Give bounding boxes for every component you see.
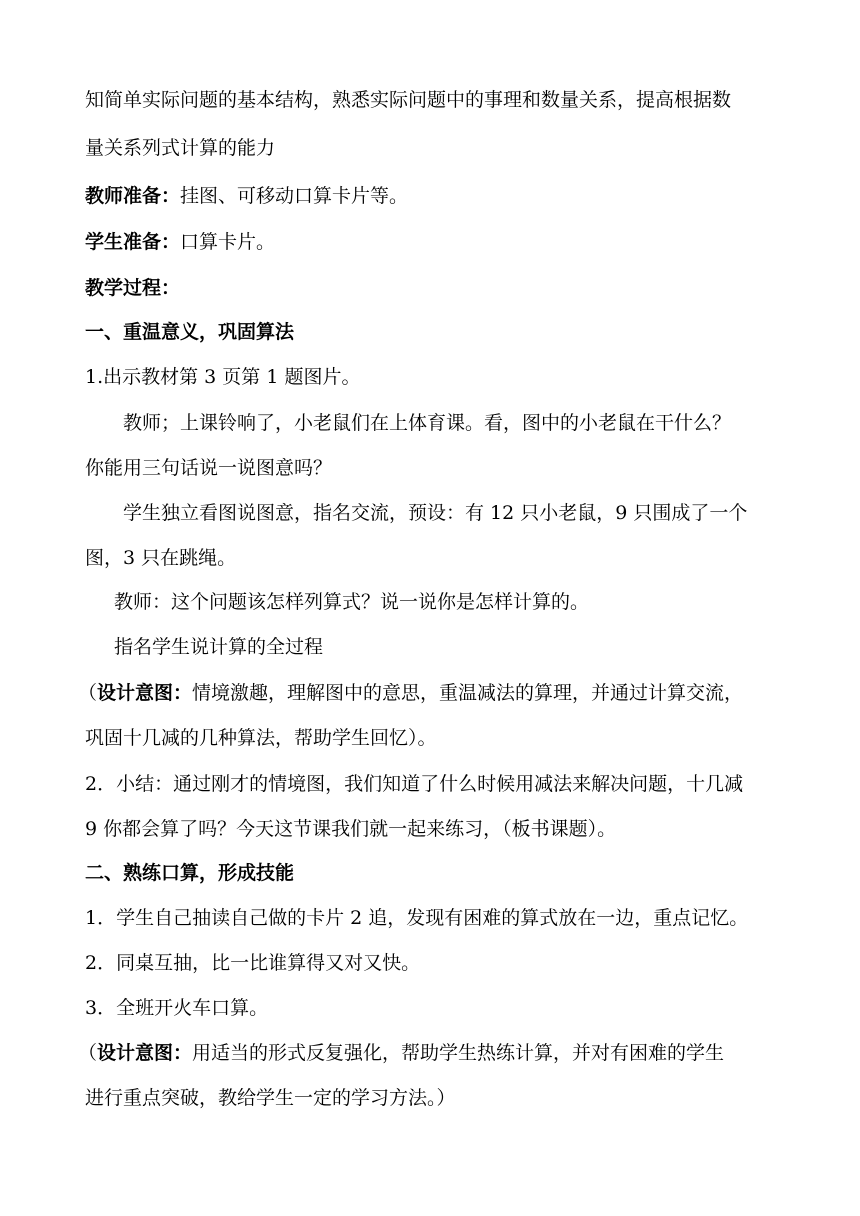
section-2-item-3: 3．全班开火车口算。: [85, 997, 269, 1019]
section-2-item-1: 1．学生自己抽读自己做的卡片 2 追，发现有困难的算式放在一边，重点记忆。: [85, 907, 749, 929]
design-intent-2-text: 用适当的形式反复强化，帮助学生热练计算，并对有困难的学生: [192, 1042, 725, 1064]
section-2-title: 二、熟练口算，形成技能: [85, 862, 295, 884]
teacher-question-line-2: 你能用三句话说一说图意吗？: [85, 457, 333, 479]
section-1-item-1: 1.出示教材第 3 页第 1 题图片。: [85, 366, 361, 388]
student-prep-text: 口算卡片。: [180, 231, 276, 253]
student-explain: 指名学生说计算的全过程: [114, 636, 324, 658]
design-intent-2-open: （: [78, 1042, 98, 1064]
design-intent-2-line-2: 进行重点突破，教给学生一定的学习方法。）: [85, 1087, 456, 1109]
design-intent-2-line-1: [78, 1041, 724, 1065]
design-intent-1-open: （: [78, 682, 98, 704]
teacher-prep: [85, 184, 408, 208]
intro-line-2: 量关系列式计算的能力: [85, 137, 276, 159]
section-1-title: 一、重温意义，巩固算法: [85, 321, 295, 343]
student-prep-label: 学生准备：: [85, 231, 181, 253]
student-prep: [85, 230, 275, 254]
design-intent-1-label: 设计意图：: [97, 682, 193, 704]
design-intent-1-line-2: 巩固十几减的几种算法，帮助学生回忆）。: [85, 727, 437, 749]
teacher-question-line-1: 教师；上课铃响了，小老鼠们在上体育课。看，图中的小老鼠在干什么？: [123, 412, 732, 434]
process-title: 教学过程：: [85, 277, 181, 299]
student-answer-line-2: 图，3 只在跳绳。: [85, 547, 237, 569]
section-2-item-2: 2．同桌互抽，比一比谁算得又对又快。: [85, 952, 421, 974]
teacher-prep-label: 教师准备：: [85, 185, 181, 207]
design-intent-1-text: 情境激趣，理解图中的意思，重温减法的算理，并通过计算交流，: [192, 682, 744, 704]
design-intent-1-line-1: [78, 681, 743, 705]
intro-line-1: 知简单实际问题的基本结构，熟悉实际问题中的事理和数量关系，提高根据数: [85, 89, 732, 111]
student-answer-line-1: 学生独立看图说图意，指名交流，预设：有 12 只小老鼠，9 只围成了一个: [123, 502, 748, 524]
summary-line-1: 2．小结：通过刚才的情境图，我们知道了什么时候用减法来解决问题，十几减: [85, 773, 744, 795]
summary-line-2: 9 你都会算了吗？今天这节课我们就一起来练习，（板书课题）。: [85, 818, 617, 840]
design-intent-2-label: 设计意图：: [97, 1042, 193, 1064]
teacher-prep-text: 挂图、可移动口算卡片等。: [180, 185, 409, 207]
teacher-question-2: 教师：这个问题该怎样列算式？说一说你是怎样计算的。: [114, 591, 590, 613]
